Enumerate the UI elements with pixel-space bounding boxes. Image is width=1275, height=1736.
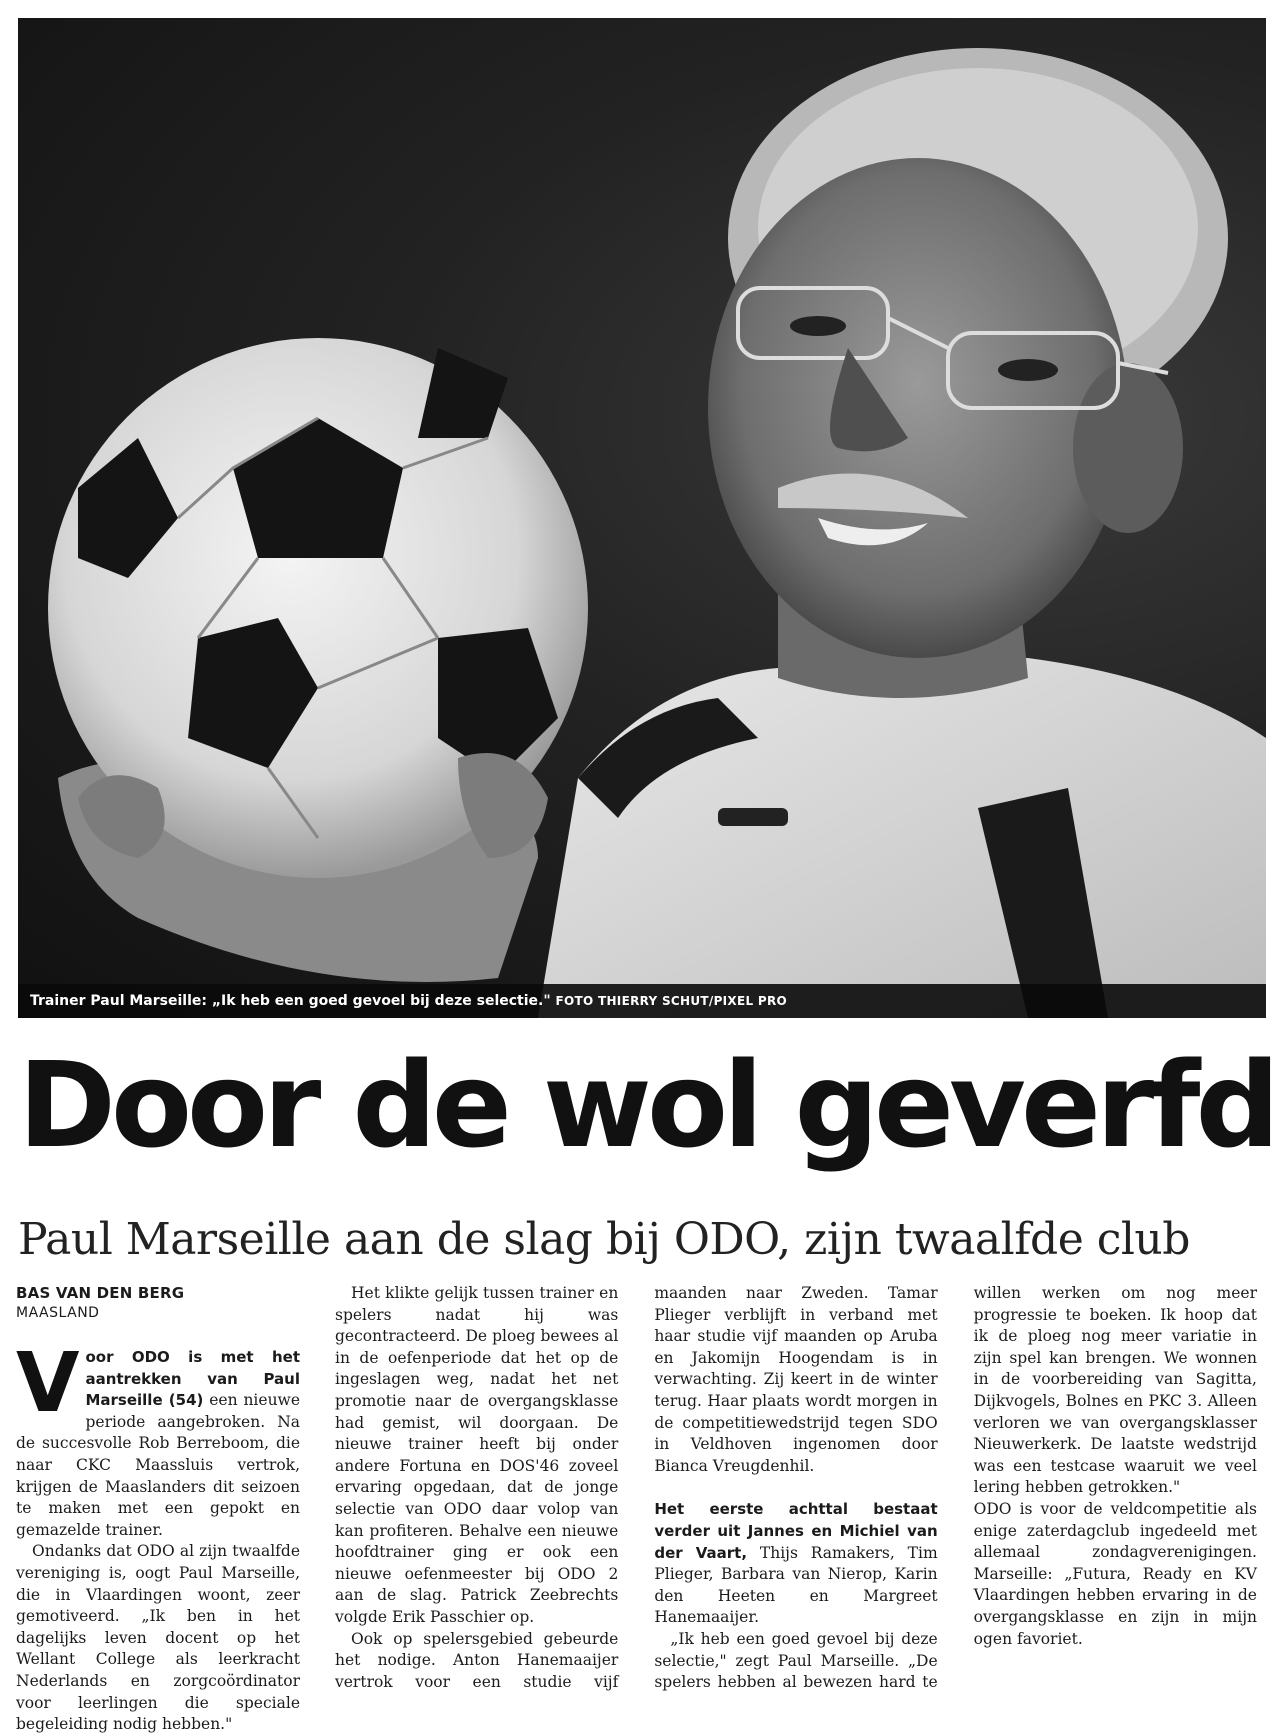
lead-text: een nieuwe periode aangebroken. Na de succesvolle Rob Berreboom, die naar CKC Maassluis vertrok, krijgen de Maaslanders dit seizoen te maken met een gepokt en gemazelde trainer. [16,1391,300,1539]
interheading-paragraph [654,1499,937,1629]
article-photo [18,18,1266,1018]
lead-paragraph [16,1336,300,1541]
byline-author: BAS VAN DEN BERG [16,1284,185,1302]
paragraph-7: ODO is voor de veldcompetitie als enige zaterdagclub ingedeeld met allemaal zondagverenigingen. Marseille: „Futura, Ready en KV Vlaardingen hebben ervaring in de overgangsklasse en zijn in mijn ogen favoriet. [973,1499,1257,1648]
shirt-shape [538,658,1266,1018]
subheadline: Paul Marseille aan de slag bij ODO, zijn twaalfde club [18,1214,1190,1265]
photo-caption [18,984,1266,1018]
caption-credit: FOTO THIERRY SCHUT/PIXEL PRO [555,994,788,1008]
paragraph-4: Ook op spelersgebied gebeurde het nodige. Anton Hanemaaijer vertrok voor een studie vijf maanden naar Zweden. Tamar Plieger verblijft in verband met haar studie vijf maanden op Aruba en Jakomijn Hoogendam is in verwachting. Zij keert in de winter terug. Haar plaats wordt morgen in de competitiewedstrijd tegen SDO in Veldhoven ingenomen door Bianca Vreugdenhil. [335,1284,938,1691]
lead-bold-text: oor ODO is met het aantrekken van Paul Marseille (54) [85,1348,300,1410]
interheading-text: Thijs Ramakers, Tim Plieger, Barbara van Nierop, Karin den Heeten en Margreet Hanemaaijer. [654,1543,938,1627]
caption-quote: Trainer Paul Marseille: „Ik heb een goed gevoel bij deze selectie." [30,993,551,1009]
interheading-bold: Het eerste achttal bestaat verder uit Jannes en Michiel van der Vaart, [654,1500,938,1562]
article-column-1 [16,1283,300,1734]
byline-place: MAASLAND [16,1305,100,1321]
paragraph-3: Het klikte gelijk tussen trainer en spelers nadat hij was gecontracteerd. De ploeg bewees al in de oefenperiode dat het op de ingeslagen weg, nadat het net promotie naar de overgangsklasse had gemist, wil doorgaan. De nieuwe trainer heeft bij onder andere Fortuna en DOS'46 zoveel ervaring opgedaan, dat de jonge selectie van ODO daar volop van kan profiteren. Behalve een nieuwe hoofdtrainer ging er ook een nieuwe oefenmeester bij ODO 2 aan de slag. Patrick Zeebrechts volgde Erik Passchier op. [335,1284,619,1626]
paragraph-2: Ondanks dat ODO al zijn twaalfde vereniging is, oogt Paul Marseille, die in Vlaardingen woont, zeer gemotiveerd. „Ik ben in het dagelijks leven docent op het Wellant College als leerkracht Nederlands en zorgcoördinator voor leerlingen die speciale begeleiding nodig hebben." [16,1542,300,1734]
dropcap: V [16,1336,80,1431]
paragraph-6: „Ik heb een goed gevoel bij deze selectie," zegt Paul Marseille. „De spelers hebben al bewezen hard te willen werken om nog meer progressie te boeken. Ik hoop dat ik de ploeg nog meer variatie in zijn spel kan brengen. We wonnen in de voorbereiding van Sagitta, Dijkvogels, Bolnes en PKC 3. Alleen verloren we van overgangsklasser Nieuwerkerk. De laatste wedstrijd was een testcase waaruit we veel lering hebben getrokken." [654,1284,1257,1692]
article-body-flow [335,1283,1257,1703]
headline: Door de wol geverfd [18,1036,1275,1174]
zipper-pull [718,808,788,826]
photo-illustration [18,18,1266,1018]
